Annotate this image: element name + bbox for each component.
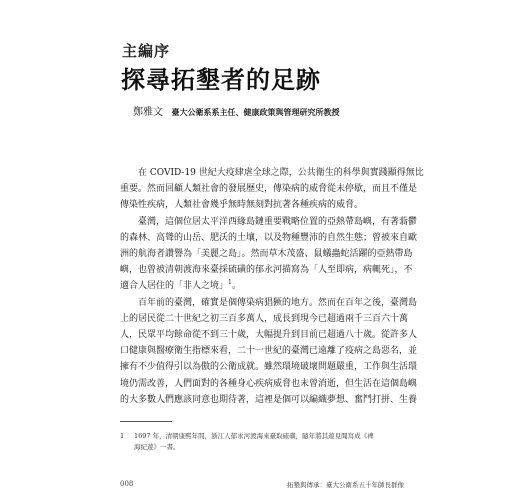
text-segment: 。 [231, 281, 241, 292]
text-line: 在 COVID-19 世紀大疫肆虐全球之際，公共衛生的科學與實踐顯得無比 [138, 168, 424, 178]
footnote-text-line: 海紀遊》一書。 [134, 443, 180, 451]
text-line: 臺灣，這個位居太平洋西緣島鏈重要戰略位置的亞熱帶島嶼，有著蓊鬱 [138, 216, 418, 227]
page-title: 探尋拓墾者的足跡 [121, 65, 321, 94]
text-line: 洲的航海者讚譽為「美麗之島」。然而草木茂盛、鼠蟻蟲蛇活躍的亞熱帶島 [120, 249, 413, 260]
text-line: 擁有不少值得引以為傲的公衛成就。雖然環境破壞問題嚴重，工作與生活環 [120, 362, 418, 373]
paragraph-3 [120, 295, 418, 408]
body-text [120, 165, 424, 408]
author-affiliation: 臺大公衛系系主任、健康政策與管理研究所教授 [171, 108, 340, 117]
text-line: 人，民眾平均餘命從不到三十歲，大幅提升到目前已超過八十歲。從許多人 [120, 330, 418, 341]
text-line: 嶼，也曾被清朝渡海來臺採硫磺的郁永河描寫為「人至即病，病輒死」，不 [120, 265, 413, 276]
text-line: 口健康與醫療衛生指標來看，二十一世紀的臺灣已遠離了疫病之島惡名，並 [120, 346, 418, 357]
footnote-text-line: 1697 年，清朝康熙年間，浙江人郁永河渡海來臺取硫磺，隨年將其遊見聞寫成《裨 [134, 432, 374, 440]
text-line: 的大多數人們應該同意也期待著，這裡是個可以編織夢想、奮鬥打拼、生養 [120, 394, 418, 405]
text-line [120, 278, 405, 294]
footnote-divider [120, 421, 172, 422]
footnote [120, 431, 405, 453]
page-number: 008 [120, 480, 134, 488]
text-line: 的森林、高聳的山岳、肥沃的土壤，以及物種豐沛的自然生態；曾被來自歐 [120, 232, 418, 243]
text-line: 境仍需改善，人們面對的各種身心疾病威脅也未曾消逝，但生活在這個島嶼 [120, 378, 418, 389]
paragraph-1 [120, 165, 424, 214]
running-title: 拓墾與傳承：臺大公衛系五十年師長群像 [287, 481, 404, 489]
author-line [133, 103, 340, 118]
author-name: 鄭雅文 [133, 107, 163, 118]
paragraph-2 [120, 214, 418, 295]
text-line: 百年前的臺灣，確實是個傳染病猖獗的地方。然而在百年之後，臺灣島 [138, 297, 418, 308]
text-line: 傳染性疾病，人類社會幾乎無時無刻對抗著各種疾病的威脅。 [120, 200, 364, 211]
text-line: 上的居民從二十世紀之初三百多萬人，成長到現今已超過兩千三百六十萬 [120, 313, 409, 324]
text-line: 重要。然而回顧人類社會的發展歷史，傳染病的威脅從未停歇，而且不僅是 [120, 184, 418, 195]
footnote-number: 1 [120, 432, 125, 440]
footnote-ref[interactable]: 1 [228, 279, 232, 287]
text-segment: 適合人居住的「非人之境」 [120, 281, 229, 292]
section-label: 主編序 [122, 42, 171, 60]
